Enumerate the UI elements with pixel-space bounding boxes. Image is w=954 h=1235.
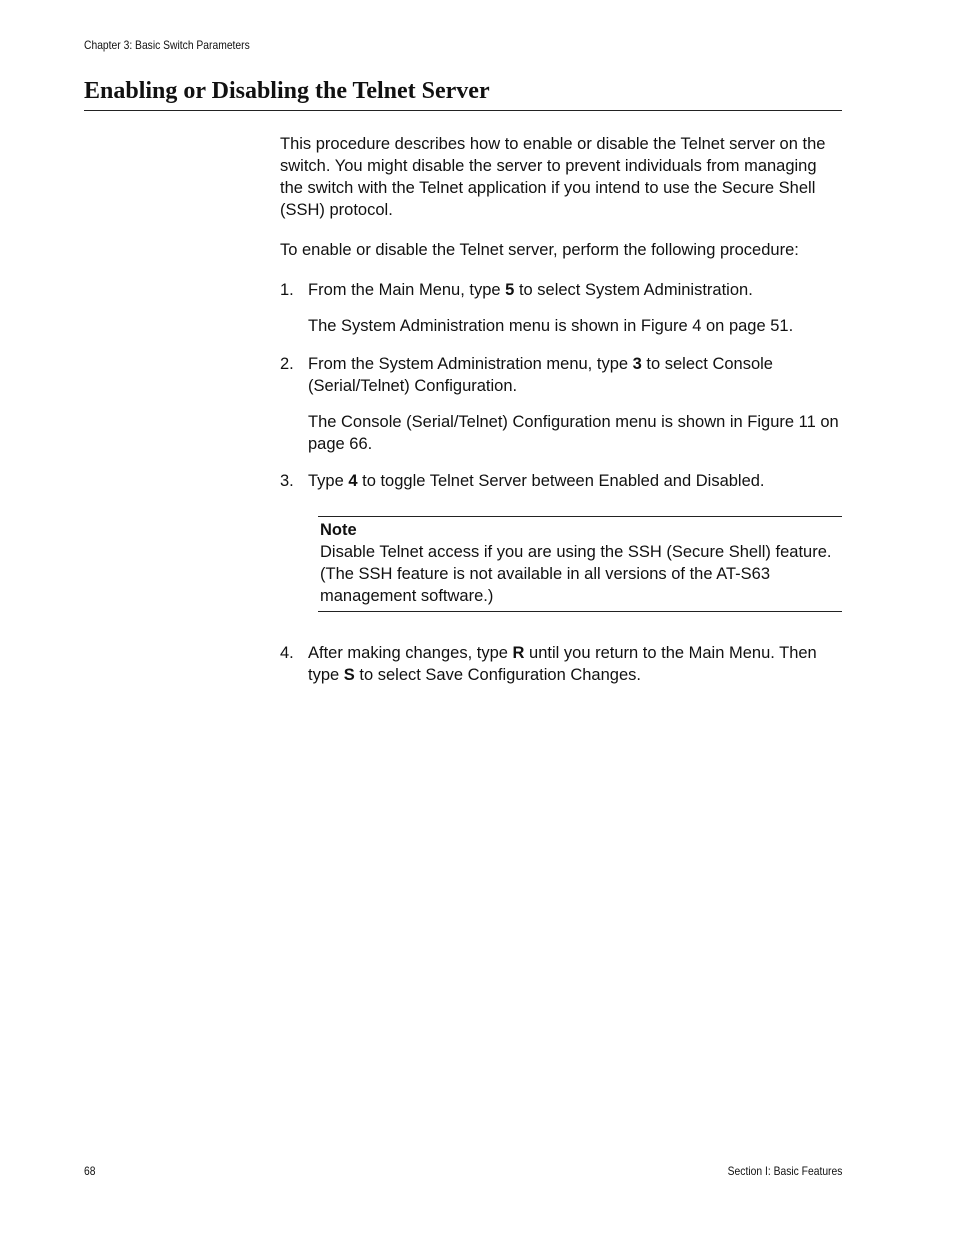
step-instruction <box>308 642 842 686</box>
body-content <box>280 133 842 686</box>
step-text-part: From the Main Menu, type <box>308 281 506 299</box>
section-title: Enabling or Disabling the Telnet Server <box>84 77 842 111</box>
note-text: Disable Telnet access if you are using the SSH (Secure Shell) feature. (The SSH feature is not available in all versions of the AT-S63 management software.) <box>320 543 832 605</box>
key-label: S <box>343 666 355 684</box>
step-text-part: to select Console (Serial/Telnet) Configuration. <box>308 355 773 395</box>
step-followup: The System Administration menu is shown in Figure 4 on page 51. <box>308 317 794 335</box>
step-4 <box>280 642 842 686</box>
step-text-part: From the System Administration menu, type <box>308 355 633 373</box>
step-2 <box>280 353 842 455</box>
step-1 <box>280 279 842 337</box>
step-text-part: to toggle Telnet Server between Enabled and Disabled. <box>357 472 765 490</box>
page-number: 68 <box>84 1164 96 1178</box>
key-label: R <box>512 644 525 662</box>
running-head: Chapter 3: Basic Switch Parameters <box>84 38 250 52</box>
key-label: 4 <box>348 472 358 490</box>
step-text-part: to select Save Configuration Changes. <box>354 666 641 684</box>
step-number: 2. <box>280 355 294 373</box>
step-followup: The Console (Serial/Telnet) Configuration menu is shown in Figure 11 on page 66. <box>308 413 839 453</box>
key-label: 3 <box>632 355 642 373</box>
step-number: 3. <box>280 472 294 490</box>
step-instruction <box>308 353 842 397</box>
step-text-part: to select System Administration. <box>514 281 753 299</box>
key-label: 5 <box>505 281 515 299</box>
procedure-lead-in: To enable or disable the Telnet server, perform the following procedure: <box>280 241 799 259</box>
section-label: Section I: Basic Features <box>727 1164 842 1178</box>
step-number: 4. <box>280 644 294 662</box>
step-text-part: After making changes, type <box>308 644 513 662</box>
step-3 <box>280 470 842 492</box>
step-text-part: Type <box>308 472 349 490</box>
note-title: Note <box>320 521 357 539</box>
note-box <box>318 516 842 612</box>
step-instruction <box>308 470 842 492</box>
step-text-part: until you return to the Main Menu. Then type <box>308 644 817 684</box>
step-number: 1. <box>280 281 294 299</box>
step-instruction <box>308 279 842 301</box>
intro-paragraph: This procedure describes how to enable or disable the Telnet server on the switch. You might disable the server to prevent individuals from managing the switch with the Telnet application if you intend to use the Secure Shell (SSH) protocol. <box>280 135 826 219</box>
